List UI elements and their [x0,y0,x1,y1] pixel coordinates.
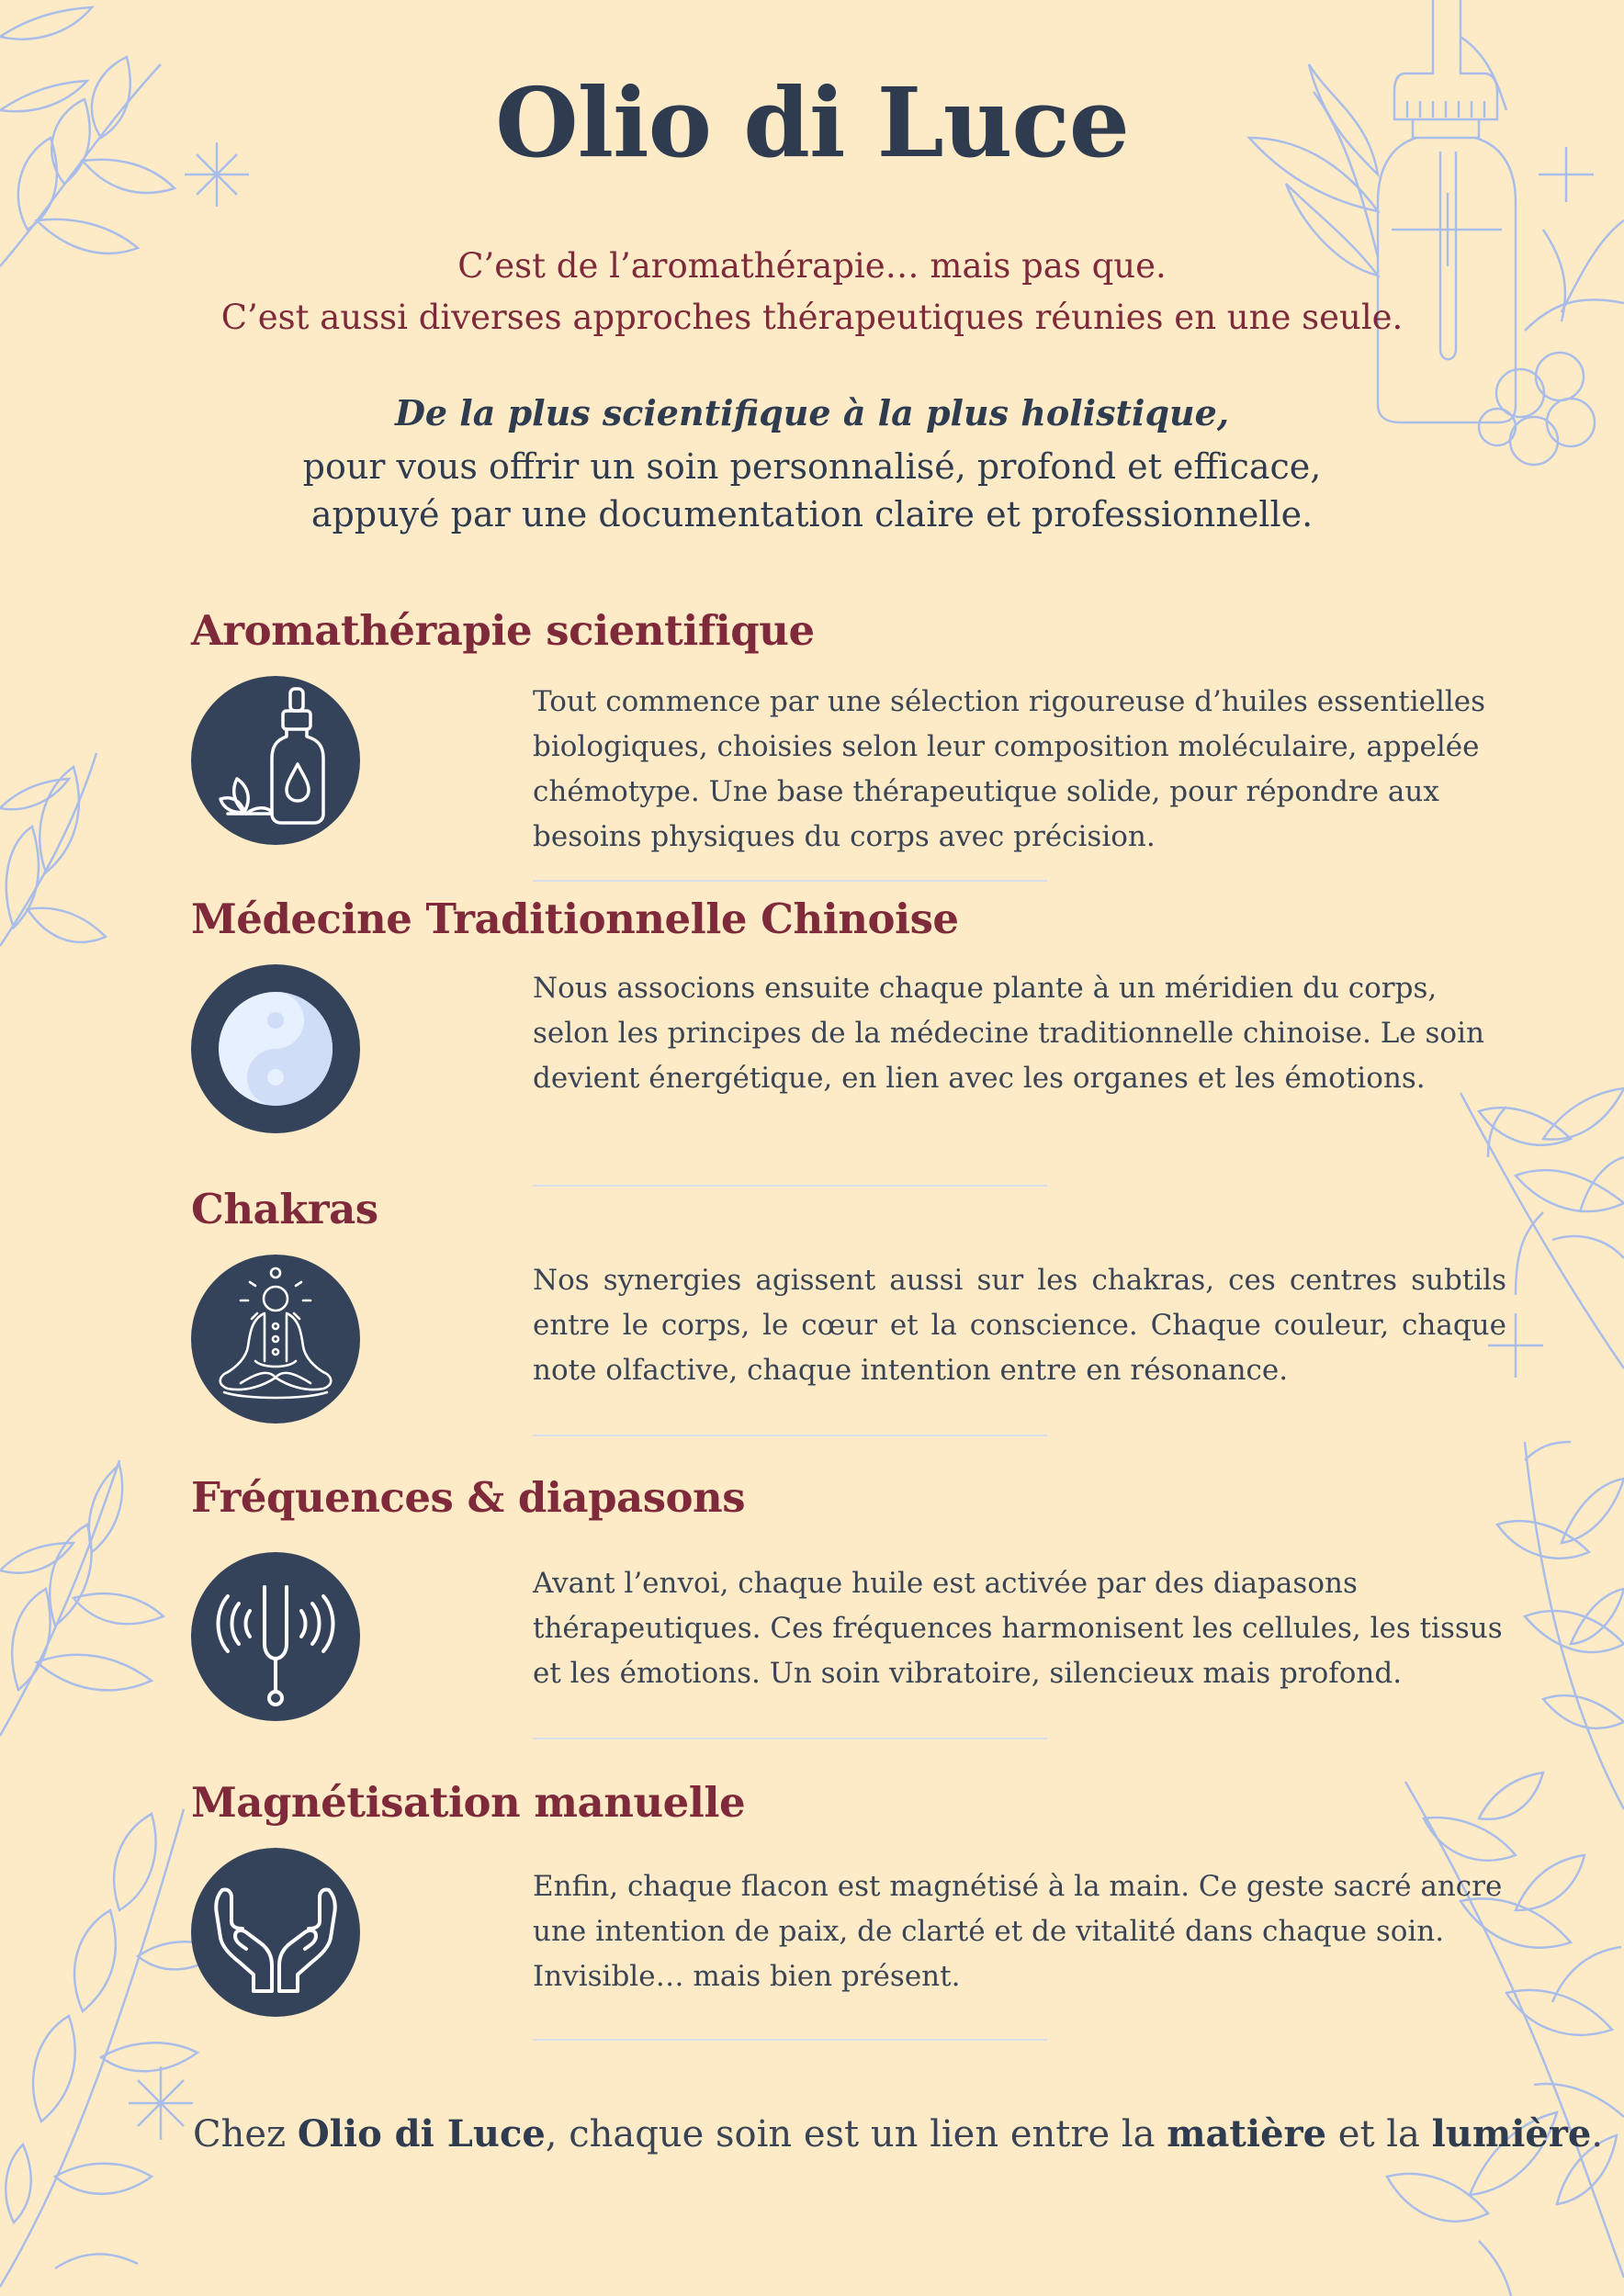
yin-yang-icon [191,964,360,1133]
section-icon-circle-chakras [191,1255,360,1424]
footer-text-end: . [1591,2113,1604,2155]
leaf-branch-bottom-right-decoration [1369,1763,1624,2296]
leaf-branch-left-lower-decoration [0,1451,165,1745]
leaf-branch-bottom-left-decoration [0,1791,220,2296]
tuning-fork-icon [191,1552,360,1721]
section-title-chakras: Chakras [191,1185,378,1233]
footer-word-lumiere: lumière [1431,2112,1592,2155]
section-icon-circle-aromatherapie [191,676,360,845]
section-divider [533,2039,1047,2041]
tagline-emphasis [0,389,1624,437]
footer-brand: Olio di Luce [297,2112,546,2155]
section-title-frequences: Fréquences & diapasons [191,1473,746,1522]
section-divider [533,1738,1047,1739]
footer-text-pre: Chez [193,2113,298,2155]
section-text-mtc: Nous associons ensuite chaque plante à un méridien du corps, selon les principes de la médecine traditionnelle chinoise. Le soin devient énergétique, en lien avec les organes et les émotions. [533,972,1484,1095]
intro-line-1: C’est de l’aromathérapie… mais pas que. [457,246,1167,286]
section-title-mtc: Médecine Traditionnelle Chinoise [191,895,959,943]
section-divider [533,880,1047,882]
section-icon-circle-magnetisation [191,1848,360,2017]
meditation-icon [191,1255,360,1424]
section-text-chakras: Nos synergies agissent aussi sur les chakras, ces centres subtils entre le corps, le cœur et la conscience. Chaque couleur, chaque note olfactive, chaque intention entre en résonance. [533,1264,1506,1387]
section-divider [533,1185,1047,1187]
open-hands-icon [191,1848,360,2017]
footer-word-matiere: matière [1167,2112,1327,2155]
intro-line-2: C’est aussi diverses approches thérapeutiques réunies en une seule. [220,298,1404,337]
section-text-aromatherapie: Tout commence par une sélection rigoureuse d’huiles essentielles biologiques, choisies selon leur composition moléculaire, appelée chémotype. Une base thérapeutique solide, pour répondre aux besoins physiques du corps avec précision. [533,685,1486,853]
tagline-line-2: pour vous offrir un soin personnalisé, profond et efficace, [302,446,1322,487]
page-title: Olio di Luce [495,66,1129,179]
tagline-line-3: appuyé par une documentation claire et professionnelle. [310,494,1314,535]
section-icon-circle-frequences [191,1552,360,1721]
section-title-aromatherapie: Aromathérapie scientifique [191,606,815,655]
leaf-branch-left-middle-decoration [0,735,119,974]
section-icon-circle-mtc [191,964,360,1133]
section-text-magnetisation: Enfin, chaque flacon est magnétisé à la main. Ce geste sacré ancre une intention de paix, de clarté et de vitalité dans chaque soin. Invisible… mais bien présent. [533,1870,1503,1993]
section-text-frequences: Avant l’envoi, chaque huile est activée par des diapasons thérapeutiques. Ces fréquences harmonisent les cellules, les tissus et les émotions. Un soin vibratoire, silencieux mais profond. [533,1567,1503,1690]
footer-text-mid: , chaque soin est un lien entre la [545,2113,1167,2155]
footer-text-and: et la [1326,2113,1432,2155]
tagline-emphasis-text: De la plus scientifique à la plus holistique, [394,392,1230,433]
section-title-magnetisation: Magnétisation manuelle [191,1778,746,1827]
footer-statement [193,2112,1603,2155]
section-divider [533,1435,1047,1436]
dropper-bottle-icon [191,676,360,845]
